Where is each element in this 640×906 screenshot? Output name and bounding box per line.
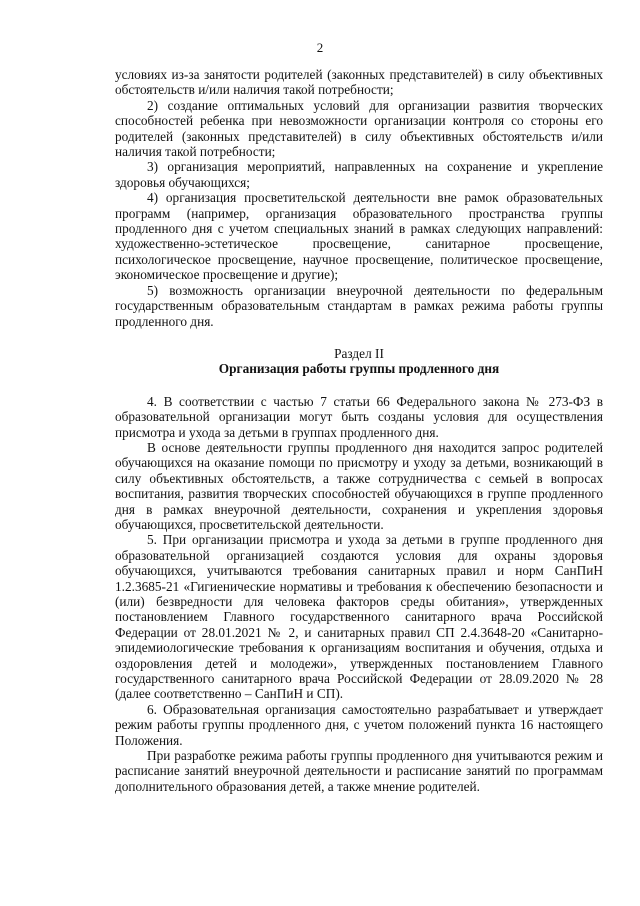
section-title: Организация работы группы продленного дня (218, 361, 500, 377)
paragraph-clause-5: 5. При организации присмотра и ухода за детьми в группе продленного дня образовательной организацией создаются условия для охраны здоровья обучающихся, учитываются требования санитарных правил и норм СанПиН 1.2.3685-21 «Гигиенические нормативы и требования к обеспечению безопасности и (или) безвредности для человека факторов среды обитания», утвержденных постановлением Главного государственного санитарного врача Российской Федерации от 28.01.2021 № 2, и санитарных правил СП 2.4.3648-20 «Санитарно-эпидемиологические требования к организациям воспитания и обучения, отдыха и оздоровления детей и молодежи», утвержденных постановлением Главного государственного санитарного врача Российской Федерации от 28.09.2020 № 28 (далее соответственно – СанПиН и СП). (115, 532, 603, 702)
paragraph-item-3: 3) организация мероприятий, направленных на сохранение и укрепление здоровья обучающихся; (115, 159, 603, 190)
section-label: Раздел II (334, 345, 384, 361)
paragraph-item-5: 5) возможность организации внеурочной деятельности по федеральным государственным образовательным стандартам в рамках режима работы группы продленного дня. (115, 282, 603, 329)
paragraph-item-2: 2) создание оптимальных условий для организации развития творческих способностей ребенка при невозможности организации контроля со стороны его родителей (законных представителей) в силу объективных обстоятельств и/или наличия такой потребности; (115, 97, 603, 160)
paragraph-clause-4: 4. В соответствии с частью 7 статьи 66 Федерального закона № 273-ФЗ в образовательной организации могут быть созданы условия для осуществления присмотра и ухода за детьми в группах продленного дня. (115, 393, 603, 440)
paragraph-basis: В основе деятельности группы продленного дня находится запрос родителей обучающихся на оказание помощи по присмотру и уходу за детьми, возникающий в силу объективных обстоятельств, а также сотрудничества с семьей в вопросах воспитания, развития творческих способностей обучающихся в группе продленного дня в рамках внеурочной деятельности, сохранения и укрепления здоровья обучающихся, просветительской деятельности. (115, 439, 603, 532)
paragraph-clause-6: 6. Образовательная организация самостоятельно разрабатывает и утверждает режим работы группы продленного дня, с учетом положений пункта 16 настоящего Положения. (115, 701, 603, 748)
page-number: 2 (316, 40, 324, 55)
paragraph-continuation: условиях из-за занятости родителей (законных представителей) в силу объективных обстоятельств и/или наличия такой потребности; (115, 67, 603, 98)
document-body (115, 67, 603, 794)
paragraph-item-4: 4) организация просветительской деятельности вне рамок образовательных программ (например, организация образовательного пространства группы продленного дня с учетом специальных знаний в рамках следующих направлений: художественно-эстетическое просвещение, санитарное просвещение, психологическое просвещение, научное просвещение, политическое просвещение, экономическое просвещение и другие); (115, 190, 603, 283)
paragraph-schedule: При разработке режима работы группы продленного дня учитываются режим и расписание занятий внеурочной деятельности и расписание занятий по программам дополнительного образования детей, а также мнение родителей. (115, 748, 603, 794)
